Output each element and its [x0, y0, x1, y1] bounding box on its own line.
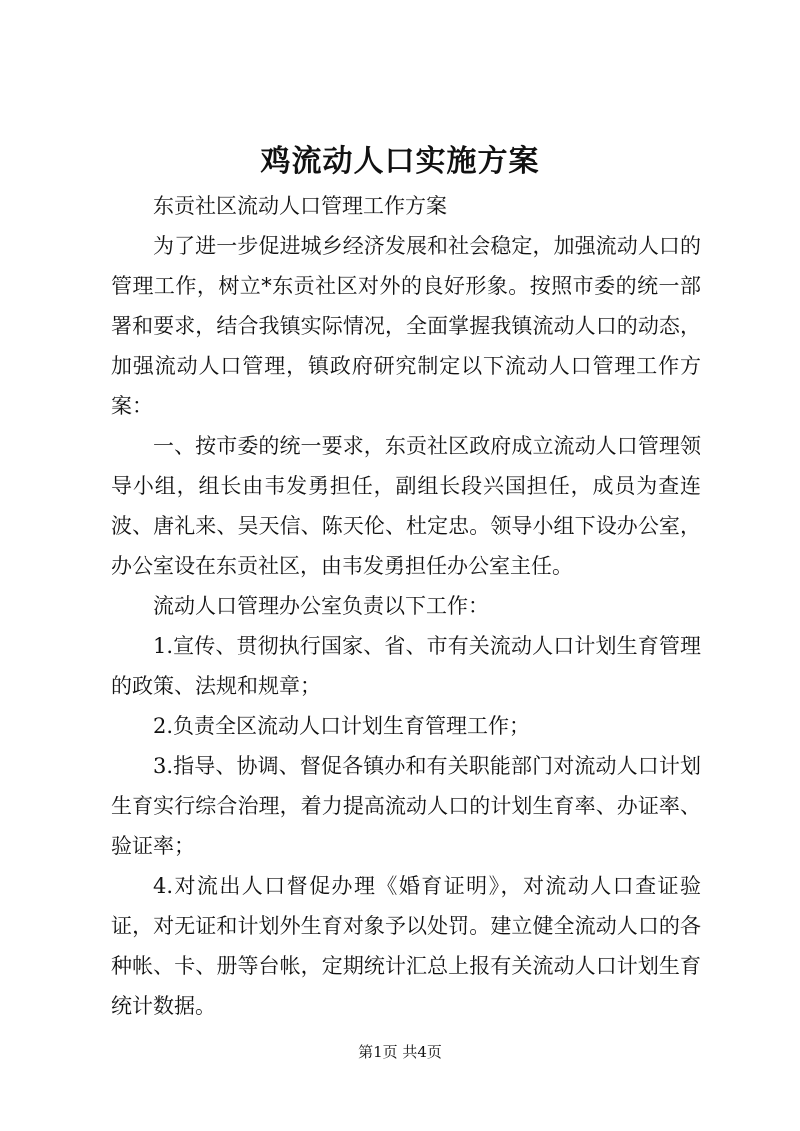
paragraph-intro: 为了进一步促进城乡经济发展和社会稳定，加强流动人口的管理工作，树立*东贡社区对外的良好形象。按照市委的统一部署和要求，结合我镇实际情况，全面掌握我镇流动人口的动态，加强流动人口管理，镇政府研究制定以下流动人口管理工作方案： — [111, 234, 701, 418]
document-body — [111, 186, 701, 1026]
paragraph-item-2: 2.负责全区流动人口计划生育管理工作； — [153, 714, 531, 738]
paragraph-item-3: 3.指导、协调、督促各镇办和有关职能部门对流动人口计划生育实行综合治理，着力提高流动人口的计划生育率、办证率、验证率； — [111, 754, 701, 858]
page-footer: 第1页 共4页 — [358, 1043, 442, 1061]
paragraph-subtitle: 东贡社区流动人口管理工作方案 — [153, 194, 447, 218]
paragraph-section-one: 一、按市委的统一要求，东贡社区政府成立流动人口管理领导小组，组长由韦发勇担任，副组长段兴国担任，成员为查连波、唐礼来、吴天信、陈天伦、杜定忠。领导小组下设办公室，办公室设在东贡社区，由韦发勇担任办公室主任。 — [111, 434, 701, 578]
paragraph-item-1: 1.宣传、贯彻执行国家、省、市有关流动人口计划生育管理的政策、法规和规章； — [111, 634, 701, 698]
paragraph-item-4: 4.对流出人口督促办理《婚育证明》，对流动人口查证验证，对无证和计划外生育对象予以处罚。建立健全流动人口的各种帐、卡、册等台帐，定期统计汇总上报有关流动人口计划生育统计数据。 — [111, 874, 701, 1018]
document-title: 鸡流动人口实施方案 — [260, 144, 540, 179]
paragraph-office-duties: 流动人口管理办公室负责以下工作： — [153, 594, 489, 618]
